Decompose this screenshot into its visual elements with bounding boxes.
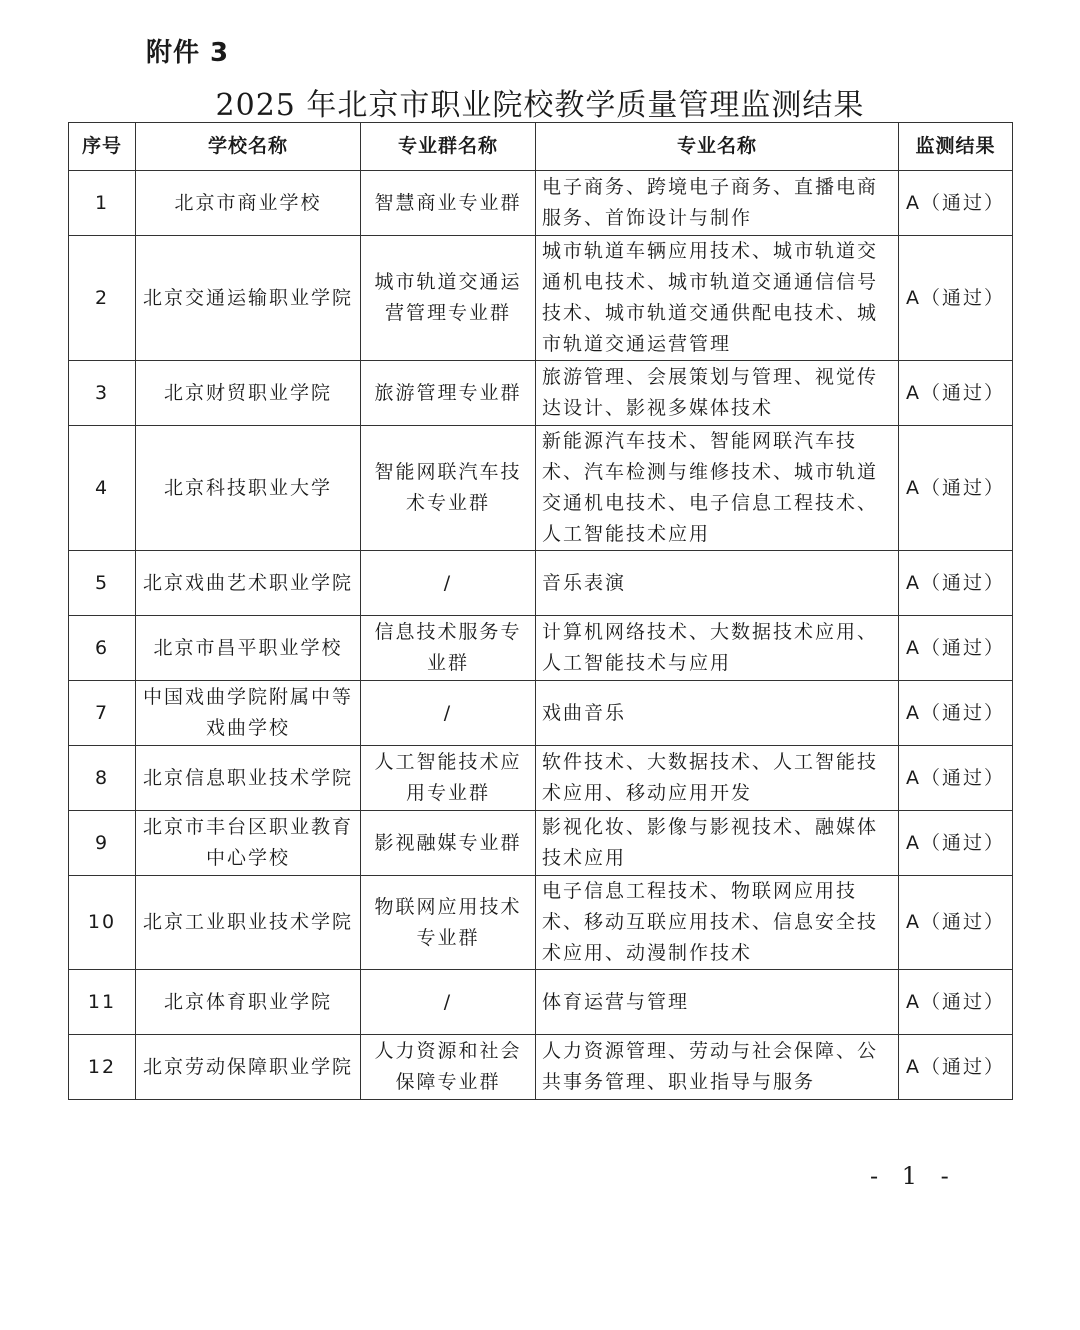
table-row: [69, 811, 1013, 876]
result-value: A（通过）: [899, 551, 1013, 616]
table-row: [69, 171, 1013, 236]
group-name: 物联网应用技术专业群: [361, 876, 536, 970]
table-header-row: [69, 123, 1013, 171]
group-name: /: [361, 551, 536, 616]
school-name: 北京市丰台区职业教育中心学校: [136, 811, 361, 876]
table-row: [69, 361, 1013, 426]
result-value: A（通过）: [899, 970, 1013, 1035]
table-row: [69, 1035, 1013, 1100]
group-name: /: [361, 970, 536, 1035]
result-value: A（通过）: [899, 811, 1013, 876]
result-value: A（通过）: [899, 616, 1013, 681]
major-names: 人力资源管理、劳动与社会保障、公共事务管理、职业指导与服务: [536, 1035, 899, 1100]
row-number: 4: [69, 426, 136, 551]
header-result: 监测结果: [899, 123, 1013, 171]
school-name: 北京工业职业技术学院: [136, 876, 361, 970]
group-name: 旅游管理专业群: [361, 361, 536, 426]
row-number: 5: [69, 551, 136, 616]
page-number: - 1 -: [870, 1162, 957, 1190]
major-names: 计算机网络技术、大数据技术应用、人工智能技术与应用: [536, 616, 899, 681]
row-number: 3: [69, 361, 136, 426]
attachment-label: 附件 3: [146, 38, 230, 68]
group-name: 智能网联汽车技术专业群: [361, 426, 536, 551]
result-value: A（通过）: [899, 171, 1013, 236]
row-number: 8: [69, 746, 136, 811]
group-name: 人力资源和社会保障专业群: [361, 1035, 536, 1100]
row-number: 12: [69, 1035, 136, 1100]
result-value: A（通过）: [899, 361, 1013, 426]
header-school: 学校名称: [136, 123, 361, 171]
table-row: [69, 426, 1013, 551]
major-names: 软件技术、大数据技术、人工智能技术应用、移动应用开发: [536, 746, 899, 811]
row-number: 7: [69, 681, 136, 746]
row-number: 2: [69, 236, 136, 361]
results-table: [68, 122, 1013, 1100]
major-names: 电子商务、跨境电子商务、直播电商服务、首饰设计与制作: [536, 171, 899, 236]
header-majors: 专业名称: [536, 123, 899, 171]
school-name: 北京劳动保障职业学院: [136, 1035, 361, 1100]
school-name: 北京市商业学校: [136, 171, 361, 236]
major-names: 影视化妆、影像与影视技术、融媒体技术应用: [536, 811, 899, 876]
group-name: 信息技术服务专业群: [361, 616, 536, 681]
result-value: A（通过）: [899, 426, 1013, 551]
school-name: 北京财贸职业学院: [136, 361, 361, 426]
result-value: A（通过）: [899, 1035, 1013, 1100]
school-name: 中国戏曲学院附属中等戏曲学校: [136, 681, 361, 746]
major-names: 戏曲音乐: [536, 681, 899, 746]
major-names: 城市轨道车辆应用技术、城市轨道交通机电技术、城市轨道交通通信信号技术、城市轨道交通供配电技术、城市轨道交通运营管理: [536, 236, 899, 361]
school-name: 北京科技职业大学: [136, 426, 361, 551]
result-value: A（通过）: [899, 746, 1013, 811]
row-number: 9: [69, 811, 136, 876]
school-name: 北京信息职业技术学院: [136, 746, 361, 811]
row-number: 6: [69, 616, 136, 681]
table-row: [69, 551, 1013, 616]
school-name: 北京戏曲艺术职业学院: [136, 551, 361, 616]
major-names: 新能源汽车技术、智能网联汽车技术、汽车检测与维修技术、城市轨道交通机电技术、电子信息工程技术、人工智能技术应用: [536, 426, 899, 551]
school-name: 北京体育职业学院: [136, 970, 361, 1035]
document-title: 2025 年北京市职业院校教学质量管理监测结果: [215, 88, 865, 123]
school-name: 北京市昌平职业学校: [136, 616, 361, 681]
group-name: 智慧商业专业群: [361, 171, 536, 236]
group-name: 人工智能技术应用专业群: [361, 746, 536, 811]
result-value: A（通过）: [899, 681, 1013, 746]
table-row: [69, 681, 1013, 746]
table-row: [69, 746, 1013, 811]
group-name: /: [361, 681, 536, 746]
school-name: 北京交通运输职业学院: [136, 236, 361, 361]
table-row: [69, 876, 1013, 970]
row-number: 1: [69, 171, 136, 236]
major-names: 旅游管理、会展策划与管理、视觉传达设计、影视多媒体技术: [536, 361, 899, 426]
group-name: 影视融媒专业群: [361, 811, 536, 876]
table-row: [69, 616, 1013, 681]
header-number: 序号: [69, 123, 136, 171]
result-value: A（通过）: [899, 236, 1013, 361]
group-name: 城市轨道交通运营管理专业群: [361, 236, 536, 361]
header-group: 专业群名称: [361, 123, 536, 171]
table-row: [69, 236, 1013, 361]
major-names: 体育运营与管理: [536, 970, 899, 1035]
table-row: [69, 970, 1013, 1035]
result-value: A（通过）: [899, 876, 1013, 970]
major-names: 电子信息工程技术、物联网应用技术、移动互联应用技术、信息安全技术应用、动漫制作技术: [536, 876, 899, 970]
row-number: 10: [69, 876, 136, 970]
row-number: 11: [69, 970, 136, 1035]
major-names: 音乐表演: [536, 551, 899, 616]
